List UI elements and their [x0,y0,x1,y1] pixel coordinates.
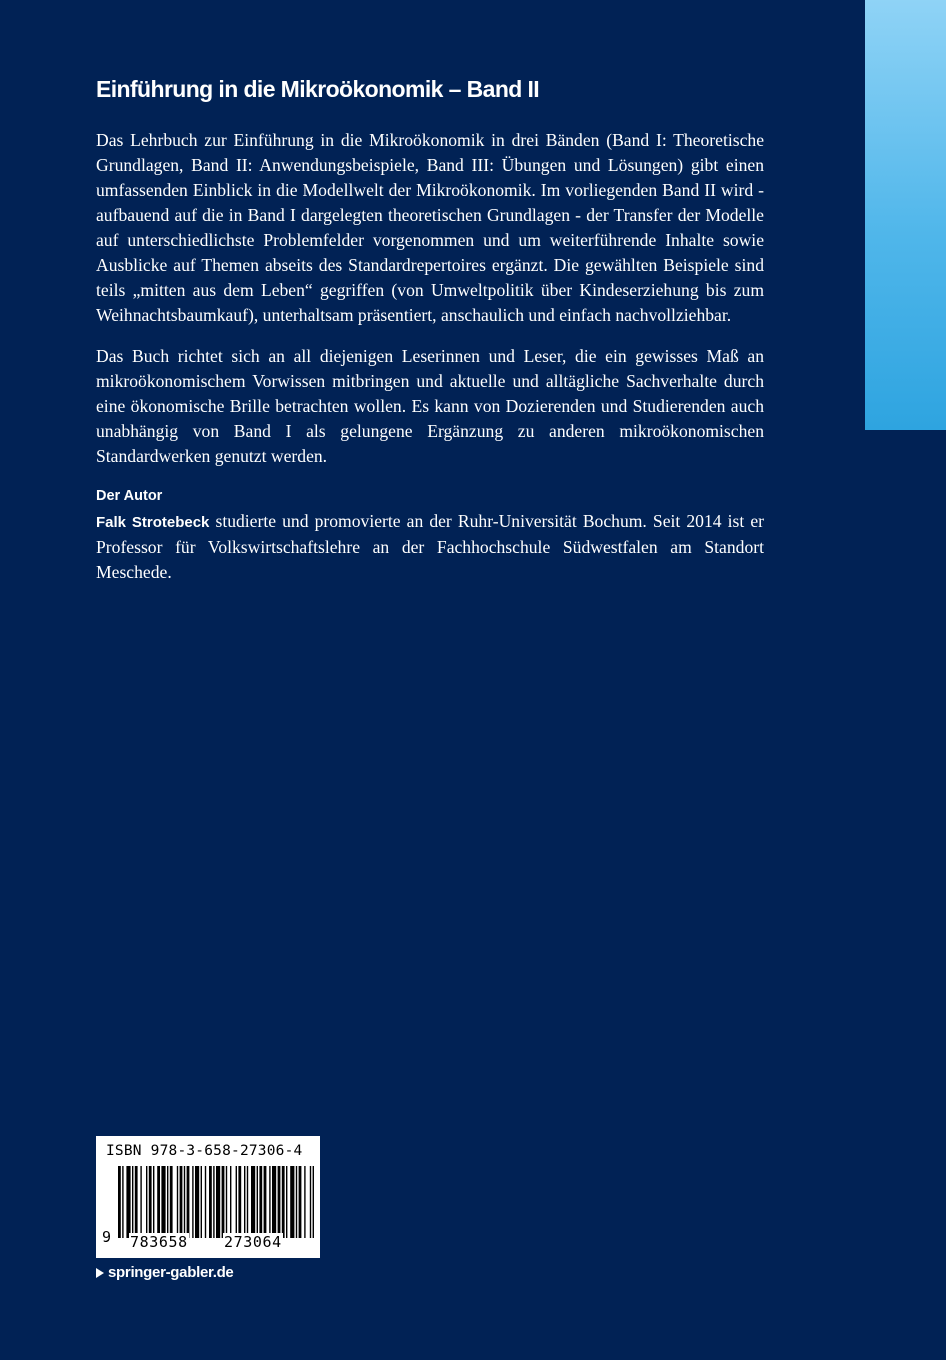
description-paragraph-2: Das Buch richtet sich an all diejenigen Leserinnen und Leser, die ein gewisses Maß an mikroökonomischem Vorwissen mitbringen und aktuelle und alltägliche Sachverhalte durch eine ökonomische Brille betrachten wollen. Es kann von Dozierenden und Studierenden auch unabhängig von Band I als gelungene Ergänzung zu anderen mikroökonomischen Standardwerken genutzt werden. [96,346,764,466]
accent-color-strip [865,0,946,430]
author-heading: Der Autor [96,488,163,504]
back-cover-text [96,72,764,601]
publisher-url: springer-gabler.de [108,1264,234,1281]
book-title: Einführung in die Mikroökonomik – Band II [96,76,540,102]
barcode-digits-left: 783658 [130,1233,188,1251]
author-bio [96,509,764,585]
author-bio-text: studierte und promovierte an der Ruhr-Universität Bochum. Seit 2014 ist er Professor für Volkswirtschaftslehre an der Fachhochschule Südwestfalen am Standort Meschede. [96,511,764,582]
isbn-barcode [96,1136,320,1258]
barcode-bars [118,1166,314,1238]
barcode-digits-right: 273064 [224,1233,282,1251]
description-paragraph-1: Das Lehrbuch zur Einführung in die Mikroökonomik in drei Bänden (Band I: Theoretische Grundlagen, Band II: Anwendungsbeispiele, Band III: Übungen und Lösungen) gibt einen umfassenden Einblick in die Modellwelt der Mikroökonomik. Im vorliegenden Band II wird - aufbauend auf die in Band I dargelegten theoretischen Grundlagen - der Transfer der Modelle auf unterschiedlichste Problemfelder vorgenommen und um weiterführende Inhalte sowie Ausblicke auf Themen abseits des Standardrepertoires ergänzt. Die gewählten Beispiele sind teils „mitten aus dem Leben“ gegriffen (von Umweltpolitik über Kindeserziehung bis zum Weihnachtsbaumkauf), unterhaltsam präsentiert, anschaulich und einfach nachvollziehbar. [96,130,764,325]
arrow-right-icon [96,1268,104,1278]
barcode-digit-first: 9 [102,1228,112,1246]
author-name: Falk Strotebeck [96,514,210,531]
isbn-label: ISBN 978-3-658-27306-4 [106,1143,303,1159]
publisher-link[interactable] [96,1264,233,1281]
